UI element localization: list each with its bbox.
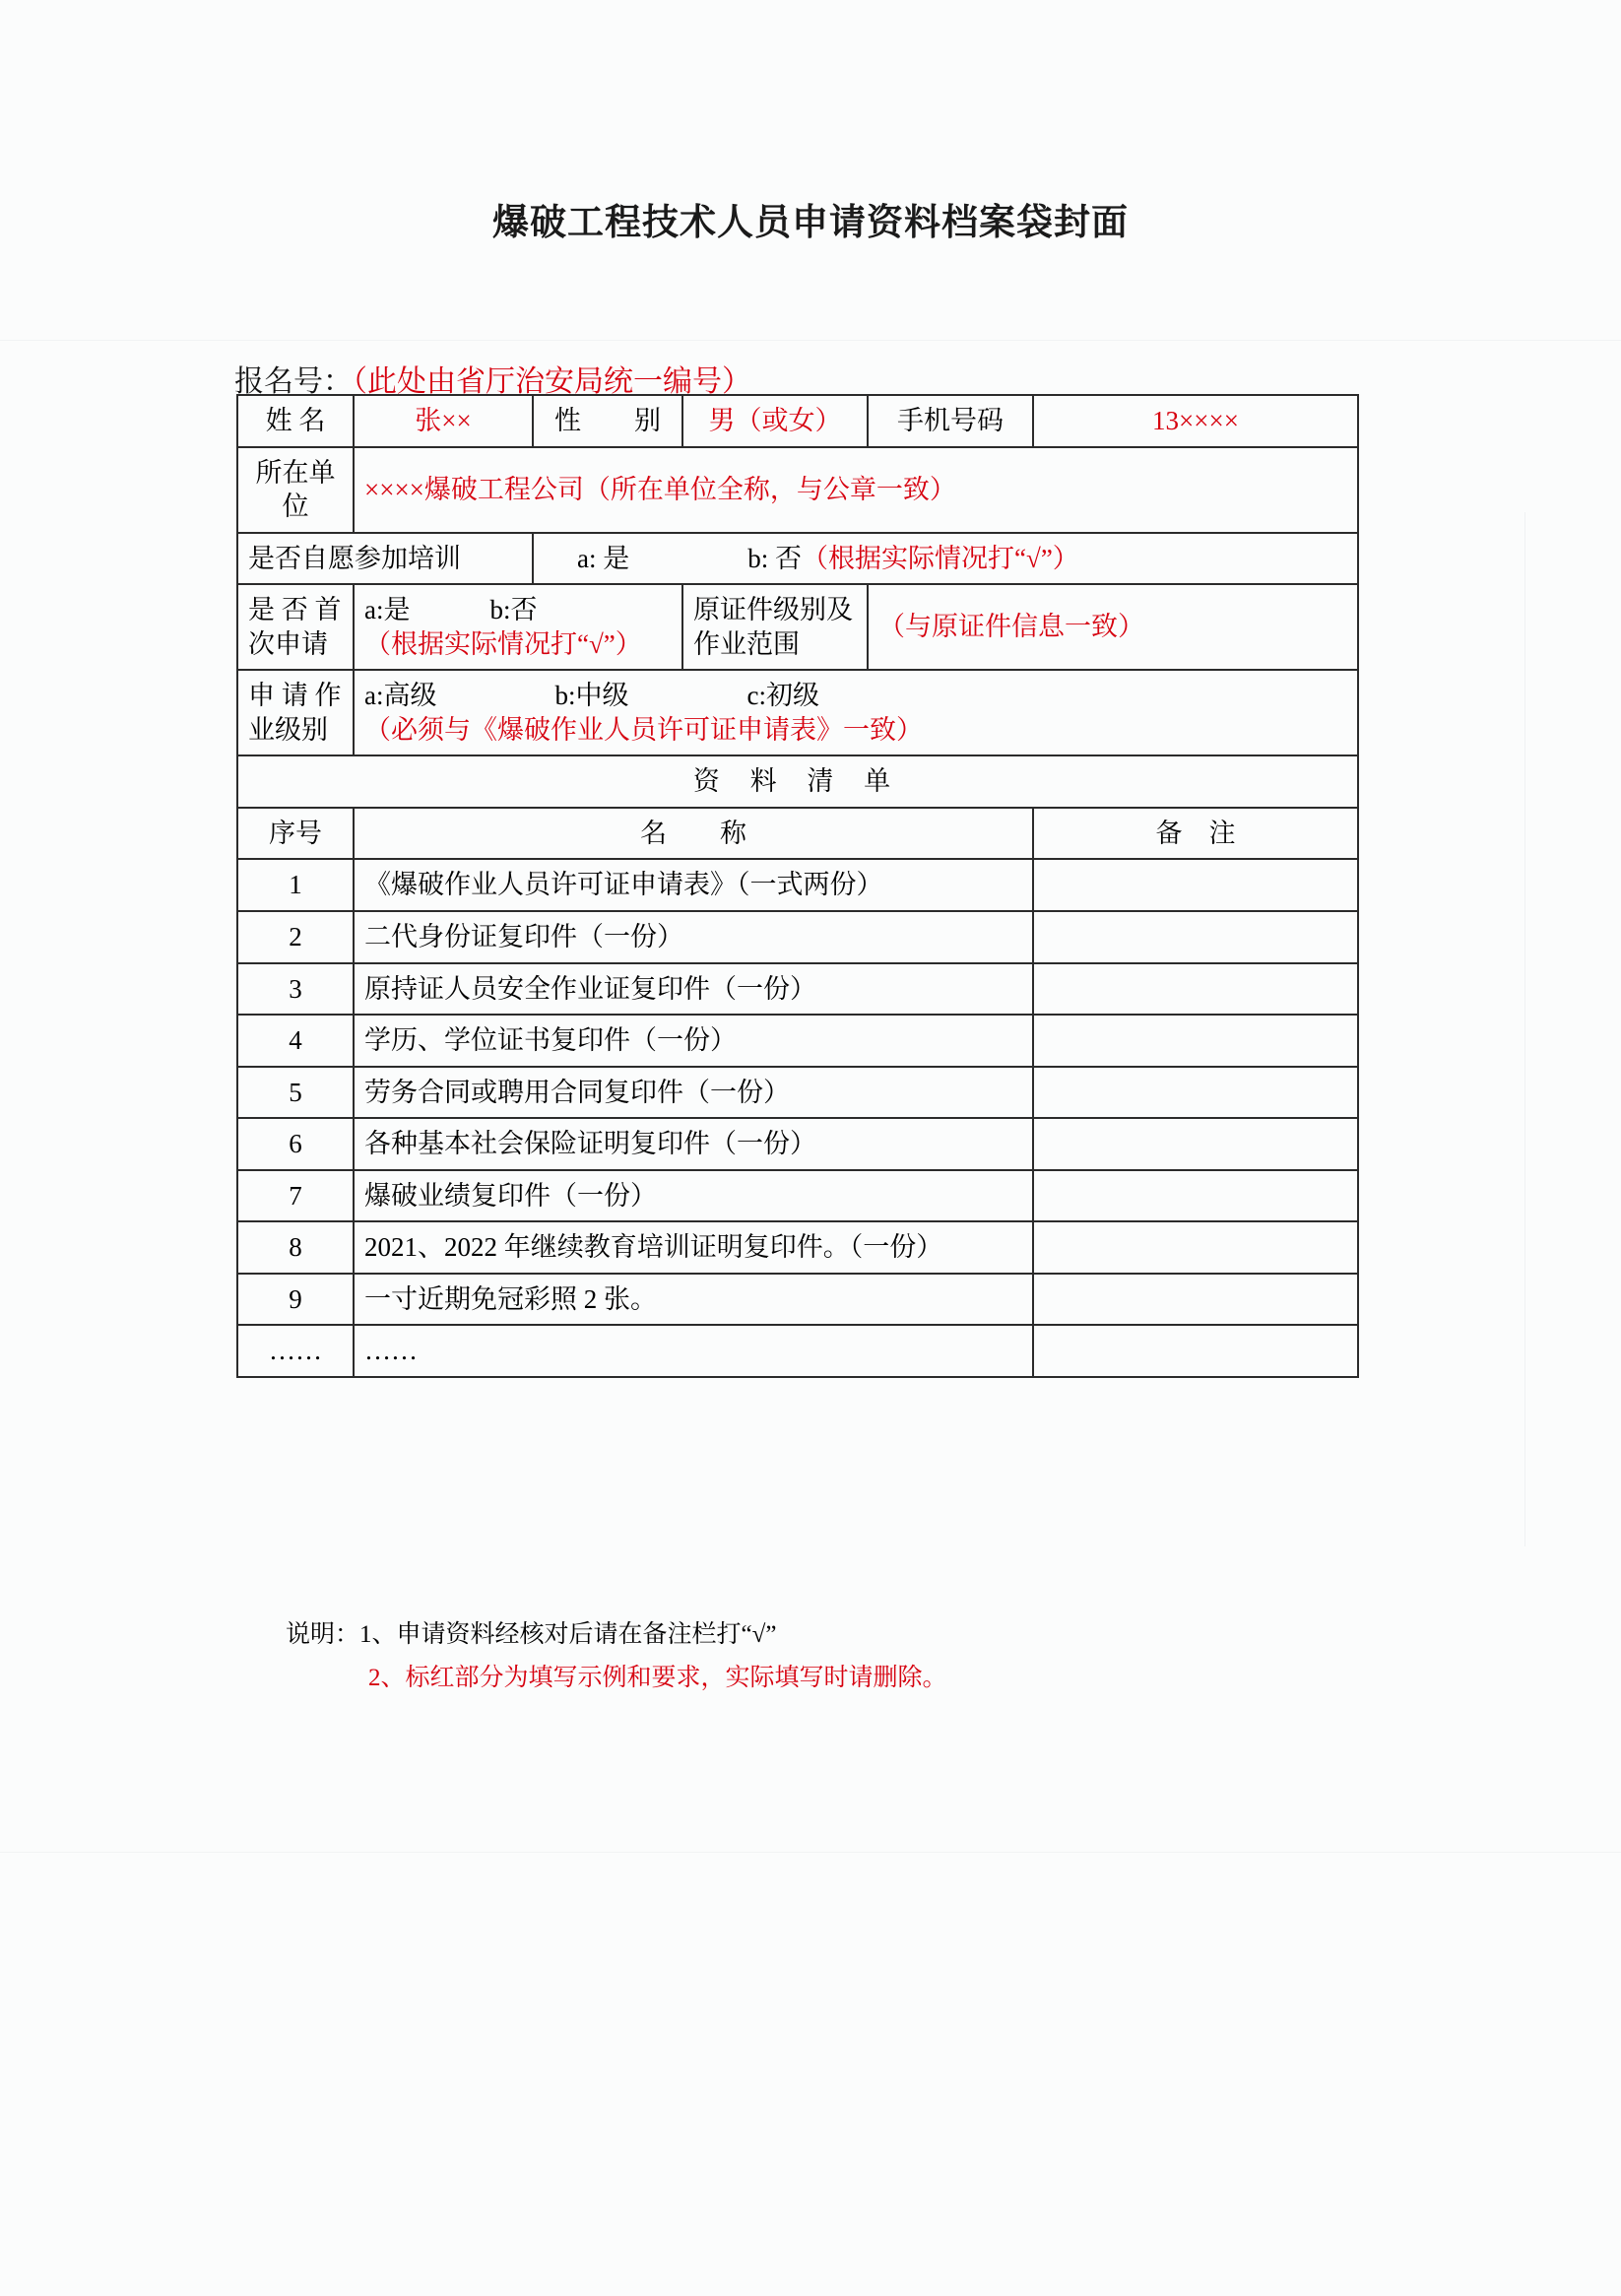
table-row-training [237, 533, 1358, 585]
row-remark[interactable] [1033, 1325, 1358, 1377]
table-row [237, 911, 1358, 963]
row-no: 1 [237, 859, 354, 911]
row-remark[interactable] [1033, 1170, 1358, 1222]
row-name: 爆破业绩复印件（一份） [354, 1170, 1033, 1222]
row-no: 2 [237, 911, 354, 963]
name-label: 姓 名 [237, 395, 354, 447]
registration-label: 报名号： [234, 365, 353, 398]
table-row-list-header [237, 808, 1358, 860]
unit-value[interactable]: ××××爆破工程公司（所在单位全称，与公章一致） [354, 447, 1358, 533]
row-remark[interactable] [1033, 1015, 1358, 1067]
row-name: 《爆破作业人员许可证申请表》（一式两份） [354, 859, 1033, 911]
column-header-no: 序号 [237, 808, 354, 860]
first-apply-note: （根据实际情况打“√”） [364, 628, 642, 659]
name-value[interactable]: 张×× [354, 395, 533, 447]
phone-value[interactable]: 13×××× [1033, 395, 1358, 447]
table-row-list-title [237, 755, 1358, 808]
row-name: 二代身份证复印件（一份） [354, 911, 1033, 963]
row-no: 4 [237, 1015, 354, 1067]
row-name: 原持证人员安全作业证复印件（一份） [354, 963, 1033, 1016]
table-row [237, 859, 1358, 911]
apply-level-options[interactable] [364, 679, 1347, 713]
table-row [237, 963, 1358, 1016]
table-row [237, 1015, 1358, 1067]
row-name: 劳务合同或聘用合同复印件（一份） [354, 1067, 1033, 1119]
table-row [237, 1170, 1358, 1222]
apply-level-cell [354, 670, 1358, 755]
scan-artifact-edge [1524, 512, 1525, 1546]
row-remark[interactable] [1033, 1274, 1358, 1326]
table-row-unit [237, 447, 1358, 533]
row-name: 2021、2022 年继续教育培训证明复印件。（一份） [354, 1221, 1033, 1274]
table-row-apply-level [237, 670, 1358, 755]
row-remark[interactable] [1033, 859, 1358, 911]
registration-value: （此处由省厅治安局统一编号） [353, 365, 751, 398]
row-remark[interactable] [1033, 1221, 1358, 1274]
phone-label: 手机号码 [868, 395, 1033, 447]
notes-block [286, 1613, 947, 1700]
table-row [237, 1067, 1358, 1119]
gender-value[interactable]: 男（或女） [682, 395, 868, 447]
orig-cert-note: （与原证件信息一致） [868, 584, 1358, 670]
first-apply-options-cell [354, 584, 682, 670]
apply-level-option-b[interactable]: b:中级 [554, 681, 629, 711]
column-header-remark: 备 注 [1033, 808, 1358, 860]
training-label: 是否自愿参加培训 [237, 533, 533, 585]
row-name: 一寸近期免冠彩照 2 张。 [354, 1274, 1033, 1326]
gender-label: 性 别 [533, 395, 682, 447]
application-form-table [236, 394, 1359, 1378]
row-no: 7 [237, 1170, 354, 1222]
table-row-first-apply [237, 584, 1358, 670]
table-row [237, 1221, 1358, 1274]
first-apply-label: 是 否 首次申请 [237, 584, 354, 670]
note-line-1: 说明：1、申请资料经核对后请在备注栏打“√” [286, 1621, 777, 1648]
apply-level-note: （必须与《爆破作业人员许可证申请表》一致） [364, 714, 923, 745]
orig-cert-label: 原证件级别及作业范围 [682, 584, 868, 670]
apply-level-option-c[interactable]: c:初级 [746, 681, 820, 711]
row-remark[interactable] [1033, 1118, 1358, 1170]
row-remark[interactable] [1033, 1067, 1358, 1119]
row-no: 9 [237, 1274, 354, 1326]
row-no: 3 [237, 963, 354, 1016]
row-no: 8 [237, 1221, 354, 1274]
row-name: …… [354, 1325, 1033, 1377]
row-no: 5 [237, 1067, 354, 1119]
row-remark[interactable] [1033, 963, 1358, 1016]
apply-level-option-a[interactable]: a:高级 [364, 681, 437, 711]
row-no: …… [237, 1325, 354, 1377]
page-title: 爆破工程技术人员申请资料档案袋封面 [492, 202, 1129, 242]
scan-artifact-line-2 [0, 1852, 1621, 1853]
training-option-a[interactable]: a: 是 [577, 543, 630, 573]
table-row-name [237, 395, 1358, 447]
table-row [237, 1325, 1358, 1377]
row-name: 学历、学位证书复印件（一份） [354, 1015, 1033, 1067]
scan-artifact-line [0, 340, 1621, 341]
note-line-2: 2、标红部分为填写示例和要求，实际填写时请删除。 [368, 1664, 947, 1691]
row-remark[interactable] [1033, 911, 1358, 963]
material-list-title: 资 料 清 单 [237, 755, 1358, 808]
apply-level-label: 申 请 作业级别 [237, 670, 354, 755]
table-row [237, 1118, 1358, 1170]
unit-label: 所在单位 [237, 447, 354, 533]
table-row [237, 1274, 1358, 1326]
row-name: 各种基本社会保险证明复印件（一份） [354, 1118, 1033, 1170]
column-header-name: 名 称 [354, 808, 1033, 860]
training-options-cell [533, 533, 1358, 585]
row-no: 6 [237, 1118, 354, 1170]
training-note: （根据实际情况打“√”） [802, 543, 1079, 573]
first-apply-options[interactable]: a:是 b:否 [364, 595, 538, 625]
training-option-b[interactable]: b: 否 [747, 543, 803, 573]
